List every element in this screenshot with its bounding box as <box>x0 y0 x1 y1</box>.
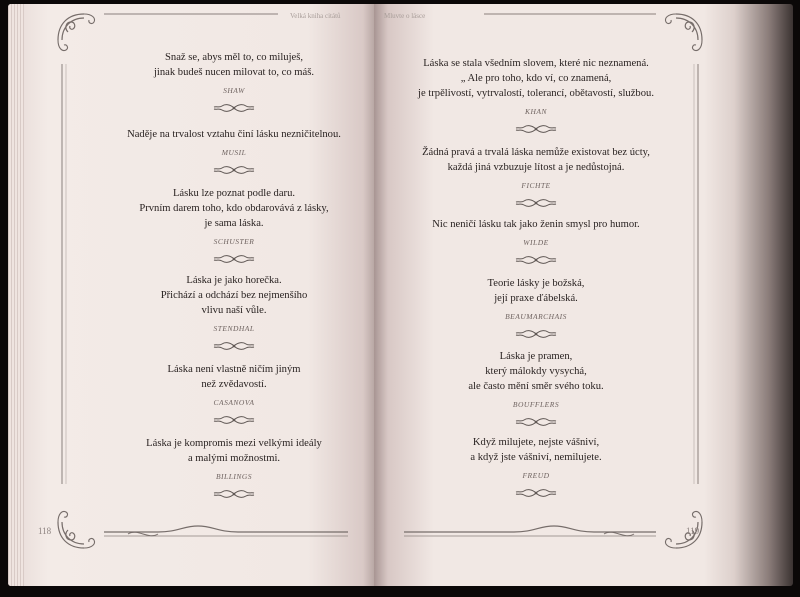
quote-author: WILDE <box>523 238 549 247</box>
quote-line: každá jiná vzbuzuje lítost a je nedůstojná. <box>447 162 625 173</box>
quote-line: Žádná pravá a trvalá láska nemůže existovat bez úcty, <box>422 147 650 158</box>
quote-schuster <box>84 186 374 264</box>
quote-author: SCHUSTER <box>213 237 255 246</box>
quote-author: BILLINGS <box>215 472 253 481</box>
quote-author: BEAUMARCHAIS <box>505 312 567 321</box>
page-number-left: 118 <box>38 526 52 536</box>
quote-line: Láska je kompromis mezi velkými ideály <box>146 438 322 449</box>
quote-stendhal <box>84 273 374 351</box>
quote-line: Láska je pramen, <box>499 351 573 362</box>
quote-line: Přichází a odchází bez nejmenšího <box>160 290 308 301</box>
quote-line: je sama láska. <box>204 218 264 229</box>
ornament-divider <box>213 341 255 351</box>
running-head-left: Velká kniha citátů <box>290 12 341 20</box>
quote-author: KHAN <box>524 107 547 116</box>
ornament-divider <box>213 103 255 113</box>
ornament-divider <box>515 124 557 134</box>
quote-fichte <box>374 145 706 208</box>
quote-author: MUSIL <box>221 148 247 157</box>
ornament-divider <box>213 165 255 175</box>
quote-line: Teorie lásky je božská, <box>487 278 585 289</box>
left-page <box>8 4 374 586</box>
quote-line: Prvním darem toho, kdo obdarovává z lásky, <box>139 203 329 214</box>
quote-author: FICHTE <box>521 181 551 190</box>
quote-line: Snaž se, abys měl to, co miluješ, <box>165 52 303 63</box>
quote-casanova <box>84 362 374 425</box>
quote-line: a malými možnostmi. <box>187 453 281 464</box>
ornament-divider <box>213 415 255 425</box>
ornament-divider <box>515 417 557 427</box>
open-book <box>8 4 793 586</box>
quote-line: který málokdy vysychá, <box>485 366 587 377</box>
running-head-right: Mluvte o lásce <box>384 12 426 20</box>
ornament-divider <box>515 329 557 339</box>
quote-line: její praxe ďábelská. <box>494 293 578 304</box>
ornament-divider <box>515 255 557 265</box>
page-number-right: 119 <box>686 526 700 536</box>
quote-shaw <box>84 50 374 113</box>
quote-author: STENDHAL <box>213 324 255 333</box>
quote-musil <box>84 127 374 175</box>
right-page <box>374 4 793 586</box>
ornament-divider <box>515 198 557 208</box>
quote-freud <box>374 435 706 498</box>
quote-wilde <box>374 217 706 265</box>
quote-line: „ Ale pro toho, kdo ví, co znamená, <box>460 73 612 84</box>
quote-billings <box>84 436 374 499</box>
quote-line: jinak budeš nucen milovat to, co máš. <box>153 67 315 78</box>
quote-line: Láska je jako horečka. <box>186 275 282 286</box>
quote-author: FREUD <box>522 471 550 480</box>
quote-line: je trpělivostí, vytrvalostí, tolerancí, obětavostí, službou. <box>418 88 654 99</box>
quote-line: a když jste vášniví, nemilujete. <box>470 452 602 463</box>
quote-line: Když milujete, nejste vášniví, <box>472 437 600 448</box>
quote-author: SHAW <box>223 86 245 95</box>
quote-khan <box>374 56 706 134</box>
ornament-divider <box>213 254 255 264</box>
quote-line: než zvědavostí. <box>201 379 267 390</box>
quote-line: Nic neničí lásku tak jako ženin smysl pro humor. <box>432 219 640 230</box>
quote-line: Láska není vlastně ničím jiným <box>167 364 301 375</box>
quote-line: Láska se stala všedním slovem, které nic neznamená. <box>423 58 649 69</box>
quote-author: CASANOVA <box>213 398 255 407</box>
quote-line: Naděje na trvalost vztahu činí lásku nezničitelnou. <box>127 129 341 140</box>
ornament-divider <box>213 489 255 499</box>
quote-line: vlivu naší vůle. <box>201 305 267 316</box>
quote-line: Lásku lze poznat podle daru. <box>172 188 296 199</box>
quote-boufflers <box>374 349 706 427</box>
quote-line: ale často mění směr svého toku. <box>468 381 604 392</box>
ornament-divider <box>515 488 557 498</box>
quote-beaumarchais <box>374 276 706 339</box>
quote-author: BOUFFLERS <box>512 400 560 409</box>
